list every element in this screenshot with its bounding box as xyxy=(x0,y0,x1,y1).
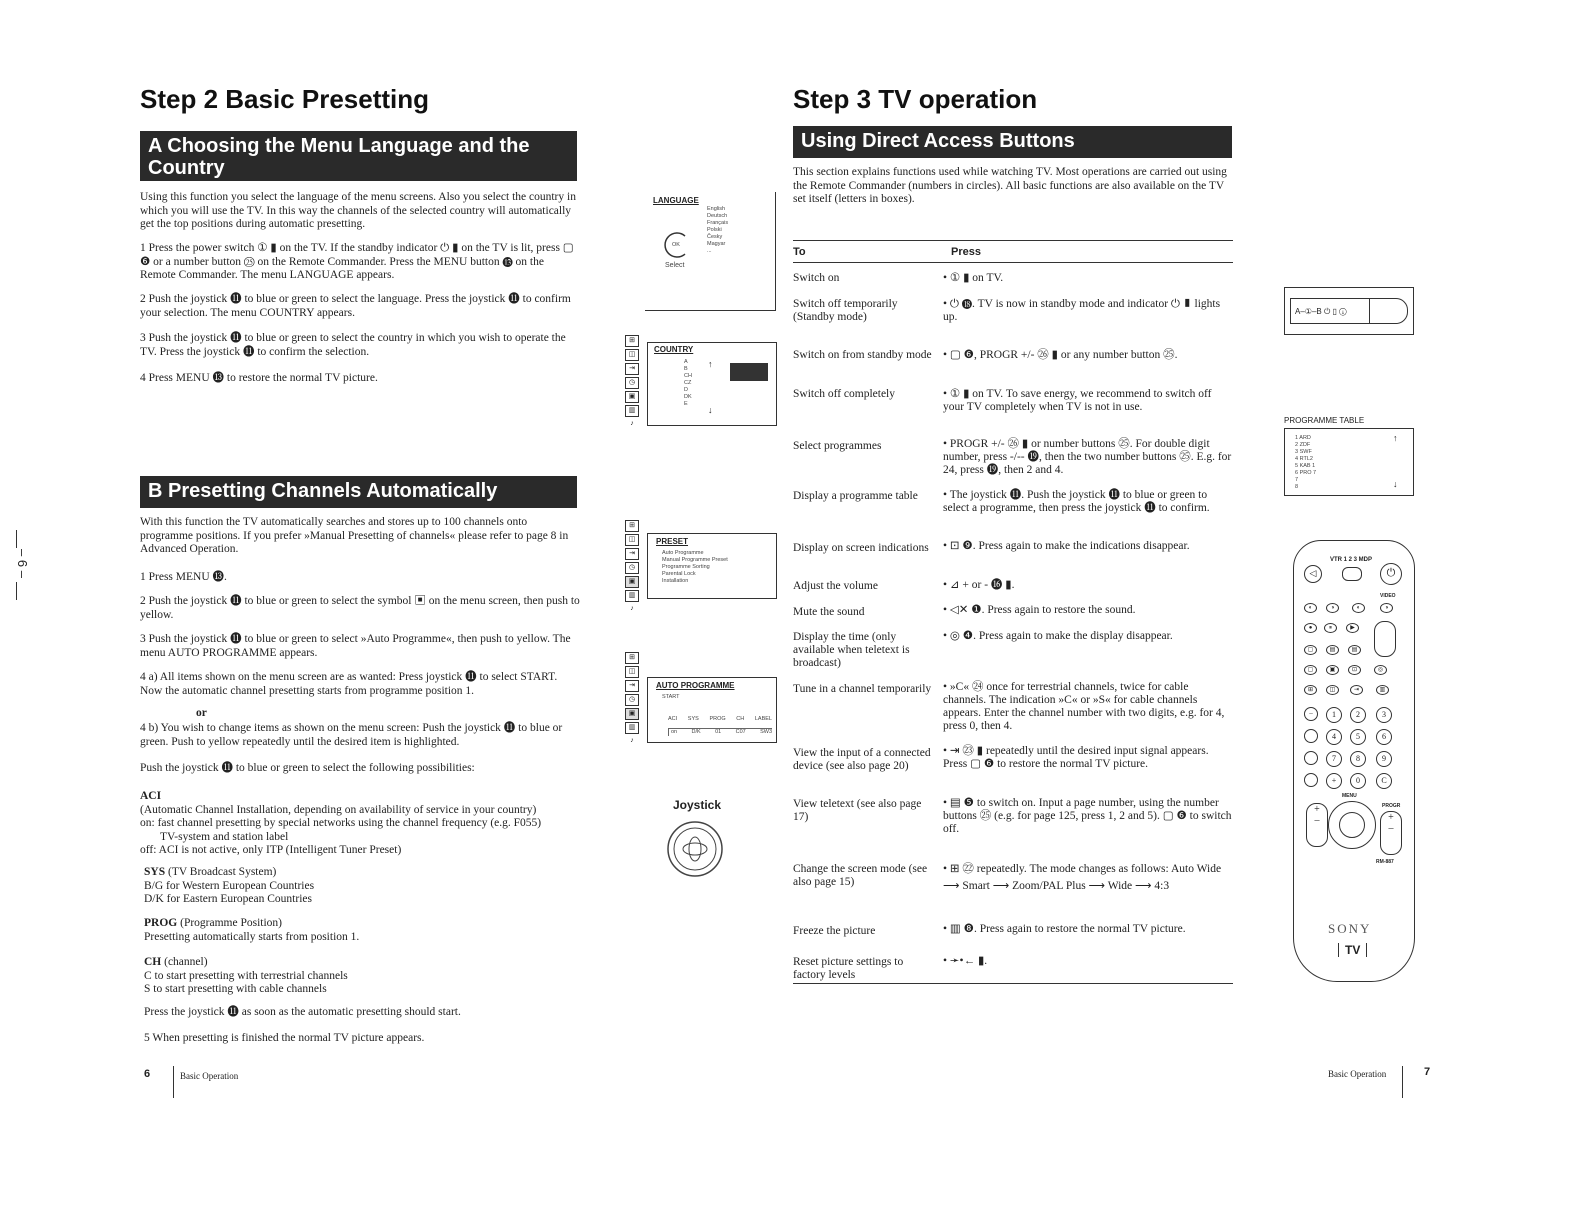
remote-joystick-icon xyxy=(1328,801,1376,849)
table-rule-top xyxy=(793,240,1233,241)
sys-sub: (TV Broadcast System) xyxy=(167,866,277,878)
side-mark-text: – 6 – xyxy=(14,549,30,578)
screen-mode-icon: ⊞ xyxy=(625,652,639,664)
footer-left: Basic Operation xyxy=(180,1071,239,1081)
tv-front-panel xyxy=(1284,287,1414,335)
remote-commander xyxy=(1293,540,1415,982)
remote-number-button: C xyxy=(1376,773,1392,789)
row-to: Select programmes xyxy=(793,440,882,452)
remote-number-button xyxy=(1304,751,1318,765)
tv-panel-inner xyxy=(1290,298,1408,324)
remote-model-label: RM-887 xyxy=(1376,859,1394,865)
page-number-right: 7 xyxy=(1424,1066,1431,1078)
remote-button: ⇥ xyxy=(1350,685,1363,695)
clock-icon: ◷ xyxy=(625,694,639,706)
menu-auto-headers xyxy=(668,716,772,723)
remote-button: ◑ xyxy=(1326,603,1339,613)
language-item: Polski xyxy=(707,227,722,233)
row-to: Switch off temporarily (Standby mode) xyxy=(793,298,898,323)
language-item: ... xyxy=(707,248,712,254)
side-page-mark xyxy=(6,530,28,600)
row-press: • ▤ ❺ to switch on. Input a page number, using the number buttons ㉕ (e.g. for page 125, press 1, 2 and 5). ▢ ❻ to switch off. xyxy=(943,797,1232,835)
aci-block xyxy=(140,790,585,858)
prog-block xyxy=(144,917,584,944)
row-to: Freeze the picture xyxy=(793,925,876,937)
direct-access-intro: This section explains functions used while watching TV. Most operations are carried out using the Remote Commander (numbers in circles). All basic functions are also available on the TV set itself (letters in boxes). xyxy=(793,166,1227,205)
auto-header: PROG xyxy=(709,716,726,722)
row-to: Switch on xyxy=(793,272,840,284)
settings-icon: ▥ xyxy=(625,722,639,734)
preset-icon: ▣ xyxy=(625,576,639,588)
ch-sub: (channel) xyxy=(164,956,208,968)
row-press: • ▢ ❻, PROGR +/- ㉖ ▮ or any number button ㉕. xyxy=(943,349,1178,361)
programme-entry: 3 SWF xyxy=(1295,449,1312,455)
remote-number-button: + xyxy=(1326,773,1342,789)
row-to: Display a programme table xyxy=(793,490,918,502)
country-item: A xyxy=(684,359,688,365)
remote-number-button: – xyxy=(1304,707,1318,721)
programme-table-screen xyxy=(1284,428,1414,496)
language-item: Français xyxy=(707,220,729,226)
clock-icon: ◷ xyxy=(625,377,639,389)
country-highlight-bar xyxy=(730,363,768,381)
remote-button: ▥ xyxy=(1376,685,1389,695)
row-press: • »C« ㉔ once for terrestrial channels, twice for cable channels. The indication »C« or »S« for cable channels appears. Enter the channel number with two digits, e.g. for 4, press 0, then 4. xyxy=(943,681,1225,732)
col-to-header: To xyxy=(793,246,806,258)
scroll-up-arrow-icon: ↑ xyxy=(708,359,713,369)
language-item: Magyar xyxy=(707,241,726,247)
menu-auto-start: START xyxy=(662,694,680,700)
menu-auto-title: AUTO PROGRAMME xyxy=(656,681,735,690)
row-press: • ⊞ ㉒ repeatedly. The mode changes as follows: Auto Wide ⟶ Smart ⟶ Zoom/PAL Plus ⟶ Wide ⟶ 4:3 xyxy=(943,863,1222,892)
menu-country-sidebar xyxy=(625,335,639,431)
picture-icon: ◫ xyxy=(625,349,639,361)
country-item: CH xyxy=(684,373,692,379)
auto-value: C07 xyxy=(735,729,746,735)
aci-title: ACI xyxy=(140,790,162,802)
programme-rocker-icon: + – xyxy=(1380,811,1402,855)
remote-video-label: VIDEO xyxy=(1380,593,1396,599)
remote-progr-label: PROGR xyxy=(1382,803,1401,809)
programme-entry: 2 ZDF xyxy=(1295,442,1311,448)
remote-number-9: 9 xyxy=(1376,751,1392,767)
preset-item: Auto Programme xyxy=(662,550,704,556)
remote-button: ⊡ xyxy=(1348,665,1361,675)
row-press: • The joystick ⓫. Push the joystick ⓫ to blue or green to select a programme, then press the joystick ⓫ to confirm. xyxy=(943,489,1210,514)
row-to: Display the time (only available when teletext is broadcast) xyxy=(793,631,910,669)
menu-preset-sidebar xyxy=(625,520,639,616)
row-to: Adjust the volume xyxy=(793,580,878,592)
side-mark-line-bottom xyxy=(16,582,17,600)
remote-button: ◫ xyxy=(1326,685,1339,695)
remote-vtr-label: VTR 1 2 3 MDP xyxy=(1330,557,1373,563)
section-a-intro: Using this function you select the language of the menu screens. Also you select the country in which you will use the TV. In this way the channels of the selected country will automatically get the top positions during automatic presetting. xyxy=(140,191,576,230)
remote-number-button xyxy=(1304,729,1318,743)
section-b-press: Press the joystick ⓫ as soon as the automatic presetting should start. xyxy=(144,1006,461,1018)
programme-entry: 6 PRO 7 xyxy=(1295,470,1317,476)
settings-icon: ▥ xyxy=(625,590,639,602)
preset-item: Programme Sorting xyxy=(662,564,710,570)
remote-rocker xyxy=(1374,621,1396,657)
row-to: Display on screen indications xyxy=(793,542,929,554)
row-press: • ① ▮ on TV. To save energy, we recommend to switch off your TV completely when TV is not in use. xyxy=(943,388,1212,413)
remote-button: ▤ xyxy=(1326,645,1339,655)
menu-auto-sidebar xyxy=(625,652,639,748)
footer-divider-right xyxy=(1402,1066,1403,1098)
section-b-band xyxy=(140,476,577,508)
section-b-step-4a: 4 a) All items shown on the menu screen are as wanted: Press joystick ⓫ to select START. Now the automatic channel presetting starts from programme position 1. xyxy=(140,671,558,697)
preset-icon: ▣ xyxy=(625,391,639,403)
table-rule-bottom xyxy=(793,983,1233,984)
ch-block xyxy=(144,956,584,997)
menu-preset-screen xyxy=(647,533,777,599)
programme-entry: 8 xyxy=(1295,484,1299,490)
joystick-label: Joystick xyxy=(673,798,722,812)
section-b-push: Push the joystick ⓫ to blue or green to select the following possibilities: xyxy=(140,762,475,774)
music-icon: ♪ xyxy=(630,605,634,612)
language-item: Česky xyxy=(707,234,723,240)
row-press: • ⇥ ㉓ ▮ repeatedly until the desired input signal appears. Press ▢ ❻ to restore the normal TV picture. xyxy=(943,745,1209,770)
mute-button-icon: ◁ xyxy=(1304,565,1322,583)
section-b-title: B Presetting Channels Automatically xyxy=(148,480,498,502)
remote-number-2: 2 xyxy=(1350,707,1366,723)
auto-header: LABEL xyxy=(754,716,772,722)
aci-line-1: (Automatic Channel Installation, depending on availability of service in your country) xyxy=(140,803,537,816)
programme-entry: 5 KAB 1 xyxy=(1295,463,1316,469)
remote-number-8: 8 xyxy=(1350,751,1366,767)
remote-number-button xyxy=(1304,773,1318,787)
scroll-down-arrow-icon: ↓ xyxy=(1393,479,1398,489)
remote-button: ▤ xyxy=(1348,645,1361,655)
menu-language-screen xyxy=(645,192,776,311)
remote-number-5: 5 xyxy=(1350,729,1366,745)
remote-button: ▢ xyxy=(1304,665,1317,675)
sys-title: SYS xyxy=(144,866,166,878)
row-to: Mute the sound xyxy=(793,606,865,618)
preset-icon: ▣ xyxy=(625,708,639,720)
col-press-header: Press xyxy=(951,246,981,258)
ch-title: CH xyxy=(144,956,162,968)
programme-entry: 4 RTL2 xyxy=(1295,456,1313,462)
menu-country-title: COUNTRY xyxy=(654,345,694,354)
programme-entry: 1 ARD xyxy=(1295,435,1311,441)
menu-country-screen xyxy=(647,342,777,426)
section-b-step-2: 2 Push the joystick ⓫ to blue or green to select the symbol ▣ on the menu screen, then push to yellow. xyxy=(140,595,580,621)
tv-panel-divider xyxy=(1369,299,1370,323)
prog-line-1: Presetting automatically starts from position 1. xyxy=(144,930,360,943)
section-b-step-3: 3 Push the joystick ⓫ to blue or green to select »Auto Programme«, then push to yellow. The menu AUTO PROGRAMME appears. xyxy=(140,633,571,659)
screen-mode-icon: ⊞ xyxy=(625,335,639,347)
joystick-icon xyxy=(666,820,724,878)
country-item: D xyxy=(684,387,688,393)
remote-menu-label: MENU xyxy=(1342,793,1357,799)
language-item: Deutsch xyxy=(707,213,728,219)
row-press: • ▥ ❽. Press again to restore the normal TV picture. xyxy=(943,923,1186,935)
language-item: English xyxy=(707,206,726,212)
section-a-step-3: 3 Push the joystick ⓫ to blue or green to select the country in which you wish to operate the TV. Press the joystick ⓫ to confirm the selection. xyxy=(140,332,566,358)
remote-button: ▣ xyxy=(1326,665,1339,675)
row-to: Change the screen mode (see also page 15) xyxy=(793,863,928,888)
prog-sub: (Programme Position) xyxy=(180,917,283,929)
country-item: B xyxy=(684,366,688,372)
auto-header: ACI xyxy=(668,716,678,722)
aci-line-3: TV-system and station label xyxy=(160,830,289,843)
preset-item: Installation xyxy=(662,578,689,584)
section-a-title: A Choosing the Menu Language and the Country xyxy=(148,135,530,179)
row-to: View the input of a connected device (see also page 20) xyxy=(793,747,931,772)
input-icon: ⇥ xyxy=(625,680,639,692)
scroll-up-arrow-icon: ↑ xyxy=(1393,433,1398,443)
auto-value: SW3 xyxy=(760,729,772,735)
music-icon: ♪ xyxy=(630,737,634,744)
remote-button: ◎ xyxy=(1374,665,1387,675)
remote-number-3: 3 xyxy=(1376,707,1392,723)
section-a-step-2: 2 Push the joystick ⓫ to blue or green to select the language. Press the joystick ⓫ to confirm your selection. The menu COUNTRY appears. xyxy=(140,293,571,319)
page-number-left: 6 xyxy=(144,1068,151,1080)
volume-rocker-icon: + – xyxy=(1306,803,1328,847)
sys-line-2: D/K for Eastern European Countries xyxy=(144,893,312,905)
programme-table-label: PROGRAMME TABLE xyxy=(1284,416,1365,425)
clock-icon: ◷ xyxy=(625,562,639,574)
menu-preset-title: PRESET xyxy=(656,537,689,546)
input-icon: ⇥ xyxy=(625,548,639,560)
section-b-step-1: 1 Press MENU ⓭. xyxy=(140,571,227,583)
menu-auto-screen xyxy=(647,677,777,743)
section-b-step-4b: 4 b) You wish to change items as shown on the menu screen: Push the joystick ⓫ to blue or green. Push to yellow repeatedly until the desired item is highlighted. xyxy=(140,722,563,748)
menu-preset-list xyxy=(662,550,728,585)
remote-joystick-center xyxy=(1339,812,1365,838)
picture-icon: ◫ xyxy=(625,666,639,678)
remote-number-7: 7 xyxy=(1326,751,1342,767)
section-a-band xyxy=(140,131,577,181)
auto-header: SYS xyxy=(687,716,699,722)
section-a-step-4: 4 Press MENU ⓭ to restore the normal TV picture. xyxy=(140,372,378,384)
country-item: E xyxy=(684,401,688,407)
preset-item: Parental Lock xyxy=(662,571,696,577)
music-icon: ♪ xyxy=(630,420,634,427)
footer-divider-left xyxy=(173,1066,174,1098)
auto-value: 01 xyxy=(715,729,722,735)
ch-line-1: C to start presetting with terrestrial channels xyxy=(144,969,348,982)
row-press: • ➛•← ▮. xyxy=(943,955,988,967)
section-b-intro: With this function the TV automatically searches and stores up to 100 channels onto programme positions. If you prefer »Manual Presetting of channels« please refer to page 8 in Advanced Operation. xyxy=(140,516,569,555)
aci-line-4: off: ACI is not active, only ITP (Intelligent Tuner Preset) xyxy=(140,844,402,856)
sys-line-1: B/G for Western European Countries xyxy=(144,879,315,892)
remote-number-4: 4 xyxy=(1326,729,1342,745)
programme-entry: 7 xyxy=(1295,477,1299,483)
row-press: • ⊡ ❾. Press again to make the indications disappear. xyxy=(943,540,1190,552)
menu-language-title: LANGUAGE xyxy=(653,196,699,205)
remote-button: ⏸ xyxy=(1324,623,1337,633)
settings-icon: ▥ xyxy=(625,405,639,417)
section-a-step-1: 1 Press the power switch ① ▮ on the TV. If the standby indicator ⏻ ▮ on the TV is lit, press ▢ ❻ or a number button ㉕ on the Remote Commander. Press the MENU button ⓭ on the Remote Commander. The menu LANGUAGE appears. xyxy=(140,242,574,281)
section-b-step-5: 5 When presetting is finished the normal TV picture appears. xyxy=(144,1032,425,1044)
menu-language-select: Select xyxy=(665,262,685,269)
remote-button: ▢ xyxy=(1304,645,1317,655)
remote-number-6: 6 xyxy=(1376,729,1392,745)
ch-line-2: S to start presetting with cable channels xyxy=(144,983,327,995)
row-press: • PROGR +/- ㉖ ▮ or number buttons ㉕. For double digit number, press -/-- ⓳, then the two number buttons ㉕. E.g. for 24, press ⓳, then 2 and 4. xyxy=(943,438,1232,476)
remote-button: ◐ xyxy=(1304,603,1317,613)
direct-access-band xyxy=(793,126,1232,158)
row-press: • ◎ ❹. Press again to make the display disappear. xyxy=(943,630,1173,642)
footer-right: Basic Operation xyxy=(1328,1069,1387,1079)
scroll-down-arrow-icon: ↓ xyxy=(708,405,713,415)
aci-line-2: on: fast channel presetting by special networks using the channel frequency (e.g. F055) xyxy=(140,817,542,829)
preset-item: Manual Programme Preset xyxy=(662,557,728,563)
remote-button: ● xyxy=(1304,623,1317,633)
row-to: View teletext (see also page 17) xyxy=(793,798,922,823)
remote-number-0: 0 xyxy=(1350,773,1366,789)
power-button-icon: ⏻ xyxy=(1380,563,1402,585)
prog-title: PROG xyxy=(144,917,178,929)
screen-mode-icon: ⊞ xyxy=(625,520,639,532)
programme-table-list xyxy=(1295,435,1316,491)
direct-access-title: Using Direct Access Buttons xyxy=(801,130,1075,152)
input-select-button-icon xyxy=(1342,567,1362,581)
picture-icon: ◫ xyxy=(625,534,639,546)
remote-button: ⊞ xyxy=(1304,685,1317,695)
remote-button: ◑ xyxy=(1380,603,1393,613)
menu-language-list xyxy=(707,206,728,255)
page-title-step3: Step 3 TV operation xyxy=(793,84,1038,114)
row-press: • ⊿ + or - ⓰ ▮. xyxy=(943,579,1015,591)
row-to: Switch on from standby mode xyxy=(793,349,932,361)
row-to: Tune in a channel temporarily xyxy=(793,683,932,695)
remote-button: ▶ xyxy=(1346,623,1359,633)
remote-number-1: 1 xyxy=(1326,707,1342,723)
remote-button: ◐ xyxy=(1352,603,1365,613)
input-icon: ⇥ xyxy=(625,363,639,375)
row-press: • ① ▮ on TV. xyxy=(943,272,1004,284)
page-title-step2: Step 2 Basic Presetting xyxy=(140,84,429,114)
menu-language-ok: OK xyxy=(672,242,680,248)
country-item: DK xyxy=(684,394,692,400)
row-to: Reset picture settings to factory levels xyxy=(793,956,904,981)
section-b-or: or xyxy=(196,707,207,719)
row-press: • ⏻ ⓲. TV is now in standby mode and indicator ⏻ ▮ lights up. xyxy=(943,298,1221,323)
row-press: • ◁✕ ❶. Press again to restore the sound. xyxy=(943,604,1136,616)
sys-block xyxy=(144,866,584,907)
menu-auto-values xyxy=(668,728,772,736)
row-to: Switch off completely xyxy=(793,388,895,400)
remote-brand-logo: SONY xyxy=(1328,921,1372,936)
auto-header: CH xyxy=(736,716,745,722)
auto-value: D/K xyxy=(691,729,701,735)
remote-tv-label: TV xyxy=(1338,943,1367,957)
tv-panel-label: A–①–B ⏻ ▯ ⓘ xyxy=(1295,307,1347,316)
auto-value: on xyxy=(671,729,678,735)
country-item: CZ xyxy=(684,380,692,386)
table-rule-header xyxy=(793,262,1233,263)
side-mark-line-top xyxy=(16,530,17,548)
menu-country-list xyxy=(684,359,692,408)
